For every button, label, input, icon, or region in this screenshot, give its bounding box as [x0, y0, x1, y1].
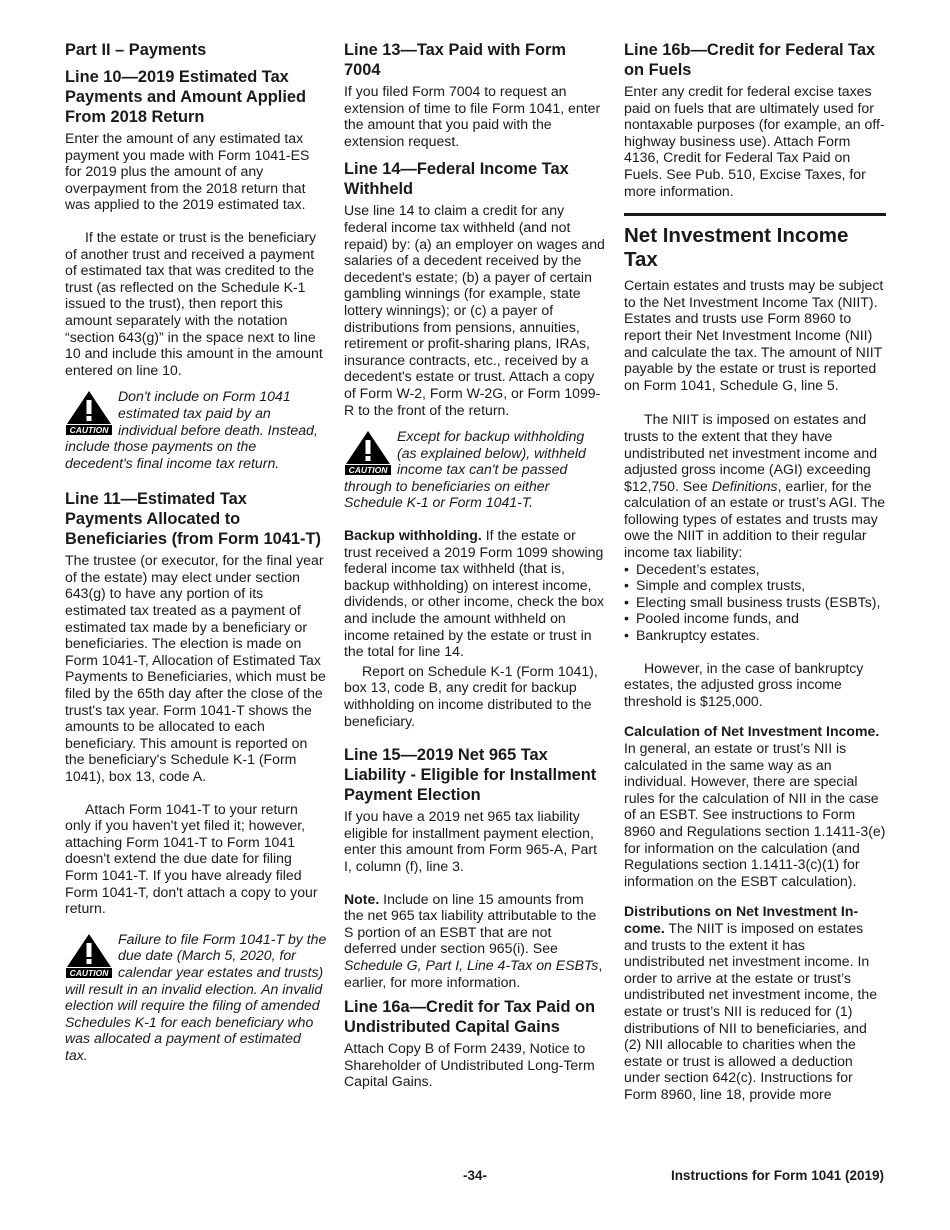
- niit-paragraph-1: Certain estates and trusts may be subject to the Net Investment Income Tax (NIIT). Estates and trusts use Form 8960 to report their Net Investment Income (NII) and calculate the tax. The amount of NIIT payable by the estate or trust is reported on Form 1041, Schedule G, line 5.: [624, 277, 884, 393]
- caution-icon-label: CAUTION: [69, 967, 109, 978]
- line16b-paragraph: Enter any credit for federal excise taxes paid on fuels that are ultimately used for nontaxable purposes (for example, an off-highway business use). Attach Form 4136, Credit for Federal Tax Paid on Fuels. See Pub. 510, Excise Taxes, for more information.: [624, 83, 885, 199]
- list-item: • Pooled income funds, and: [624, 610, 799, 627]
- niit-heading: Net Investment Income Tax: [624, 224, 849, 272]
- niit-paragraph-2-text-a: The NIIT is imposed on estates and trusts to the extent that they have undistributed net investment income and adjusted gross income (AGI) exceeding $12,750. See: [624, 411, 878, 494]
- backup-withholding-label: Backup withholding.: [344, 527, 482, 544]
- caution-text-2: Failure to file Form 1041-T by the due date (March 5, 2020, for calendar year estates and trusts) will result in an invalid election. An invalid election will require the filing of amended Schedules K-1 for each beneficiary who was allocated a payment of estimated tax.: [65, 930, 327, 1063]
- calculation-paragraph: [624, 723, 886, 889]
- line16b-heading: Line 16b—Credit for Federal Tax on Fuels: [624, 41, 876, 79]
- caution-text-1: Don't include on Form 1041 estimated tax paid by an individual before death. Instead, include those payments on the decedent's final income tax return.: [65, 388, 318, 471]
- backup-withholding-paragraph: [344, 527, 606, 660]
- column-1: [65, 40, 327, 1064]
- niit-bullet-list: [624, 561, 886, 644]
- caution-icon: [344, 430, 392, 476]
- niit-paragraph-2-text-b: , earlier, for the calculation of an estate or trust’s AGI. The following types of estates and trusts may owe the NIIT in addition to their regular income tax liability:: [624, 477, 886, 561]
- list-item-text: Decedent’s estates,: [636, 560, 760, 577]
- calculation-text: In general, an estate or trust’s NII is calculated in the same way as an individual. However, there are special rules for the calculation of NII in the case of an ESBT. See instructions to Form 8960 and Regulations section 1.1411-3(e) for information on the calculation (and Regulations section 1.1411-3(c)(1) for information on the ESBT calculation).: [624, 740, 886, 889]
- section-divider: [624, 213, 886, 216]
- line10-paragraph-1: Enter the amount of any estimated tax payment you made with Form 1041-ES for 2019 plus the amount of any overpayment from the 2018 return that was applied to the 2019 estimated tax.: [65, 130, 310, 213]
- note-reference: Schedule G, Part I, Line 4-Tax on ESBTs: [344, 956, 599, 973]
- distributions-label: Distributions on Net Investment Income.: [624, 903, 859, 936]
- note-text-b: , earlier, for more information.: [344, 956, 603, 990]
- line10-paragraph-2: If the estate or trust is the beneficiary of another trust and received a payment of estimated tax that was credited to the trust (as reflected on the Schedule K-1 issued to the trust), then report this amount separately with the notation “section 643(g)” in the space next to line 10 and include this amount in the amount entered on line 10.: [65, 228, 323, 378]
- list-item: • Simple and complex trusts,: [624, 577, 806, 594]
- niit-paragraph-2: [624, 411, 886, 560]
- list-item: • Decedent’s estates,: [624, 560, 760, 577]
- calculation-label: Calculation of Net Investment Income.: [624, 723, 880, 740]
- column-3: [624, 40, 886, 1102]
- list-item: • Electing small business trusts (ESBTs),: [624, 593, 881, 610]
- caution-text-3: Except for backup withholding (as explained below), withheld income tax can't be passed through to beneficiaries on either Schedule K-1 or Form 1041-T.: [344, 428, 586, 511]
- caution-note-3: [344, 428, 606, 511]
- list-item: • Bankruptcy estates.: [624, 627, 760, 644]
- line11-paragraph-2: Attach Form 1041-T to your return only if you haven't yet filed it; however, attaching Form 1041-T to Form 1041 doesn't extend the due date for filing Form 1041-T. If you have already filed Form 1041-T, don't attach a copy to your return.: [65, 800, 318, 917]
- note-label: Note.: [344, 890, 380, 907]
- list-item-text: Bankruptcy estates.: [636, 627, 760, 644]
- line15-paragraph: If you have a 2019 net 965 tax liability eligible for installment payment election, enter this amount from Form 965-A, Part I, column (f), line 3.: [344, 808, 597, 874]
- document-title: Instructions for Form 1041 (2019): [670, 1168, 884, 1183]
- line13-paragraph: If you filed Form 7004 to request an extension of time to file Form 1041, enter the amount that you paid with the extension request.: [344, 83, 601, 149]
- line10-heading: Line 10—2019 Estimated Tax Payments and Amount Applied From 2018 Return: [65, 68, 307, 126]
- line16a-heading: Line 16a—Credit for Tax Paid on Undistributed Capital Gains: [344, 998, 596, 1037]
- note-text-a: Include on line 15 amounts from the net 965 tax liability attributable to the S portion of an ESBT that are not deferred under section 965(i). See: [344, 890, 597, 957]
- distributions-text: The NIIT is imposed on estates and trusts to the extent it has undistributed net investment income. In order to arrive at the estate or trust’s undistributed net investment income, the estate or trust’s NII is reduced for (1) distributions of NII to beneficiaries, and (2) NII allocable to charities when the estate or trust is allowed a deduction under section 642(c). Instructions for Form 8960, line 18, provide more: [624, 919, 878, 1102]
- backup-withholding-text: If the estate or trust received a 2019 Form 1099 showing federal income tax withheld (that is, backup withholding) on interest income, dividends, or other income, check the box and include the amount withheld on income retained by the estate or trust in the total for line 14.: [344, 527, 605, 660]
- list-item-text: Pooled income funds, and: [636, 610, 799, 627]
- caution-icon: [65, 933, 113, 979]
- list-item-text: Electing small business trusts (ESBTs),: [636, 593, 881, 610]
- caution-icon-label: CAUTION: [348, 465, 388, 476]
- part-heading: Part II – Payments: [65, 41, 207, 59]
- line16a-paragraph: Attach Copy B of Form 2439, Notice to Shareholder of Undistributed Long-Term Capital Gains.: [344, 1040, 595, 1090]
- distributions-paragraph: [624, 903, 886, 1102]
- definitions-reference: Definitions: [711, 477, 778, 494]
- line11-paragraph-1: The trustee (or executor, for the final year of the estate) may elect under section 643(g) to have any portion of its estimated tax treated as a payment of estimated tax made by a beneficiary or beneficiaries. The election is made on Form 1041-T, Allocation of Estimated Tax Payments to Beneficiaries, which must be filed by the 65th day after the close of the trust's tax year. Form 1041-T shows the amounts to be allocated to each beneficiary. This amount is reported on the beneficiary's Schedule K-1 (Form 1041), box 13, code A.: [65, 552, 326, 784]
- list-item-text: Simple and complex trusts,: [636, 577, 806, 594]
- line15-heading: Line 15—2019 Net 965 Tax Liability - Eligible for Installment Payment Election: [344, 746, 597, 805]
- backup-withholding-paragraph-2: Report on Schedule K-1 (Form 1041), box 13, code B, any credit for backup withholding on income distributed to the beneficiary.: [344, 662, 598, 729]
- caution-note-2: [65, 931, 327, 1064]
- line14-paragraph: Use line 14 to claim a credit for any federal income tax withheld (and not repaid) by: (a) an employer on wages and salaries of a decedent received by the decedent's estate; (b) a payer of certain gambling winnings (for example, state lottery winnings); or (c) a payer of distributions from pensions, annuities, retirement or profit-sharing plans, IRAs, insurance contracts, etc., received by a decedent's estate or trust. Attach a copy of Form W-2, Form W-2G, or Form 1099-R to the front of the return.: [344, 202, 605, 418]
- column-2: [344, 40, 606, 1090]
- caution-icon-label: CAUTION: [69, 425, 109, 436]
- page-number: -34-: [463, 1168, 488, 1183]
- line11-heading: Line 11—Estimated Tax Payments Allocated to Beneficiaries (from Form 1041-T): [65, 490, 321, 549]
- caution-note-1: [65, 388, 327, 471]
- line13-heading: Line 13—Tax Paid with Form 7004: [344, 41, 566, 79]
- caution-icon: [65, 390, 113, 436]
- line14-heading: Line 14—Federal Income Tax Withheld: [344, 160, 569, 199]
- note-paragraph: [344, 891, 606, 991]
- niit-paragraph-3: However, in the case of bankruptcy estates, the adjusted gross income threshold is $125,000.: [624, 659, 864, 709]
